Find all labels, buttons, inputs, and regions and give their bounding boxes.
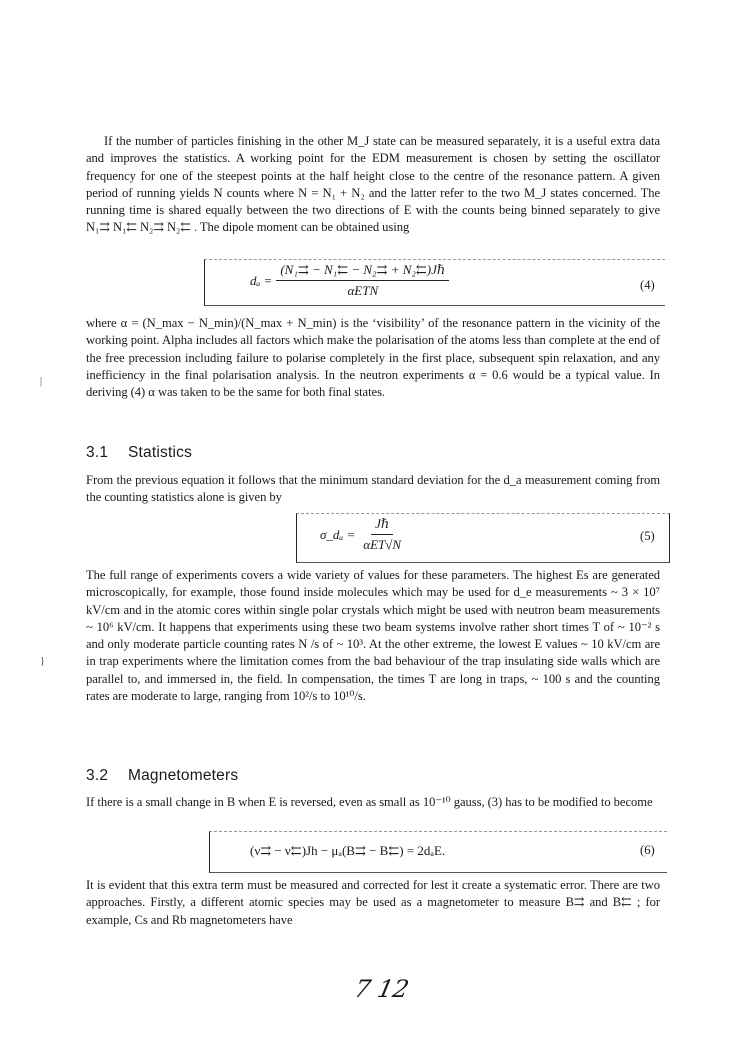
equation-4-fraction xyxy=(276,262,449,299)
equation-5 xyxy=(320,516,405,553)
equation-6: (ν⇉ − ν⇇)Jh − μₐ(B⇉ − B⇇) = 2dₐE. xyxy=(250,843,446,858)
equation-4-lhs: dₐ = xyxy=(250,272,273,288)
section-heading-magnetometers xyxy=(86,767,238,785)
section-title: Statistics xyxy=(128,444,193,461)
equation-4 xyxy=(250,262,449,299)
paragraph-edm-working-point: If the number of particles finishing in the other M_J state can be measured separately, it is a useful extra data and improves the statistics. A working point for the EDM measurement is chosen by setting the oscillator frequency for one of the steepest points at the half height close to the centre of the resonance pattern. A given period of running yields N counts where N = N₁ + N₂ and the latter refer to the two M_J states concerned. The running time is shared equally between the two directions of E with the counts being binned separately to give N₁⇉ N₁⇇ N₂⇉ N₂⇇ . The dipole moment can be obtained using xyxy=(86,134,660,235)
paragraph-parameter-range: The full range of experiments covers a wide variety of values for these parameters. The highest Es are generated microscopically, for example, those found inside molecules which may be used for d_e measurements ~ 3 × 10⁷ kV/cm and in the atomic cores within single polar crystals which might be used with neutron beam measurements ~ 10⁶ kV/cm. It happens that experiments using these two beam systems involve rather short times T of ~ 10⁻² s and only moderate particle counting rates N /s of ~ 10³. At the other extreme, the lowest E values ~ 10 kV/cm are in trap experiments where the limitation comes from the bad behaviour of the trap insulating side walls which are parallel to, and immersed in, the field. In compensation, the times T are long in traps, ~ 100 s and the counting rates are moderate to large, ranging from 10²/s to 10¹⁰/s. xyxy=(86,568,660,704)
equation-5-numerator: Jℏ xyxy=(371,516,393,535)
paragraph-statistics-intro: From the previous equation it follows that the minimum standard deviation for the d_a measurement coming from the counting statistics alone is given by xyxy=(86,473,660,505)
section-number: 3.2 xyxy=(86,767,109,784)
paragraph-systematic-error: It is evident that this extra term must be measured and corrected for lest it create a systematic error. There are two approaches. Firstly, a different atomic species may be used as a magnetometer to measure B⇉ and B⇇ ; for example, Cs and Rb magnetometers have xyxy=(86,878,660,927)
equation-4-numerator: (N₁⇉ − N₁⇇ − N₂⇉ + N₂⇇)Jℏ xyxy=(276,262,449,281)
section-title: Magnetometers xyxy=(128,767,239,784)
equation-4-number: (4) xyxy=(640,278,655,292)
handwritten-page-number: 7 12 xyxy=(352,975,412,1003)
equation-5-denominator: αET√N xyxy=(363,537,402,552)
equation-4-denominator: αETN xyxy=(347,283,379,298)
margin-tick-mark: | xyxy=(40,376,43,387)
paragraph-magnetometers-intro: If there is a small change in B when E is reversed, even as small as 10⁻¹⁰ gauss, (3) has to be modified to become xyxy=(86,795,653,809)
section-number: 3.1 xyxy=(86,444,109,461)
equation-6-number: (6) xyxy=(640,843,655,857)
margin-brace-mark: } xyxy=(40,656,45,667)
equation-5-fraction xyxy=(359,516,405,553)
section-heading-statistics xyxy=(86,444,192,462)
equation-5-number: (5) xyxy=(640,529,655,543)
equation-5-lhs: σ_dₐ = xyxy=(320,526,356,542)
paragraph-visibility: where α = (N_max − N_min)/(N_max + N_min) is the ‘visibility’ of the resonance pattern in the vicinity of the working point. Alpha includes all factors which make the polarisation of the atoms less than complete at the end of the free precession including failure to polarise completely in the first place, subsequent spin relaxation, and any inefficiency in the final polarisation analysis. In the neutron experiments α = 0.6 would be a typical value. In deriving (4) α was taken to be the same for both final states. xyxy=(86,316,660,400)
